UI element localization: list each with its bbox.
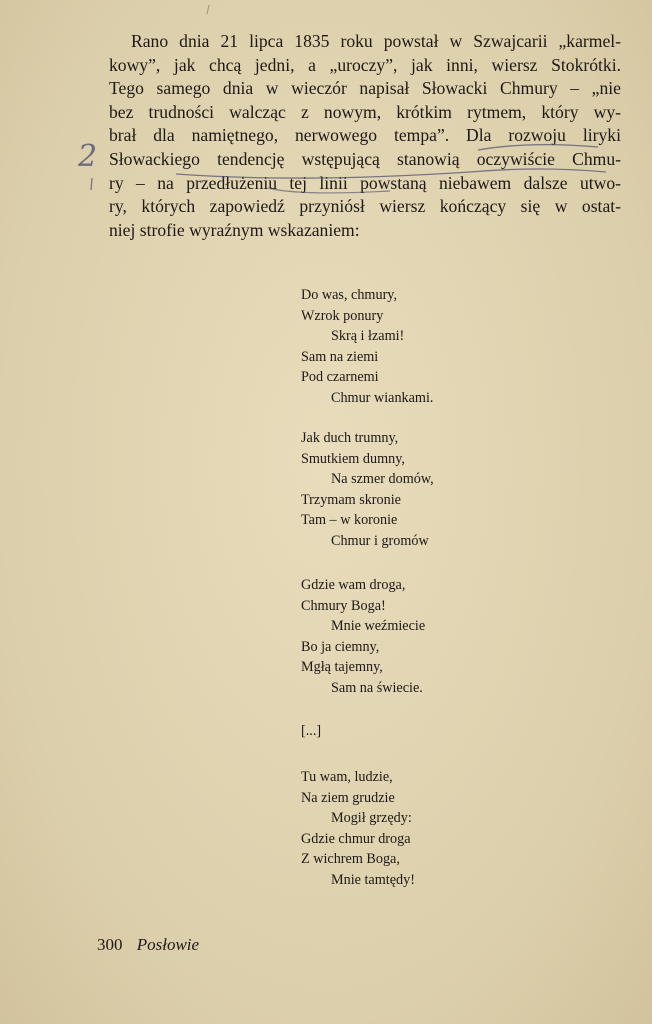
poem-line: Tam – w koronie bbox=[301, 512, 398, 529]
poem-line: Chmur i gromów bbox=[331, 532, 429, 549]
intro-line: Tego samego dnia w wieczór napisał Słowacki Chmury – „nie bbox=[109, 78, 621, 99]
page-footer bbox=[97, 935, 199, 955]
poem-ellipsis bbox=[301, 721, 321, 742]
poem-line: Chmury Boga! bbox=[301, 597, 386, 614]
pencil-tick bbox=[91, 178, 92, 190]
poem-line: Chmur wiankami. bbox=[331, 389, 434, 406]
section-title: Posłowie bbox=[136, 935, 200, 954]
poem-line: Z wichrem Boga, bbox=[301, 851, 400, 868]
poem-line: Smutkiem dumny, bbox=[301, 450, 405, 467]
poem-line: Sam na świecie. bbox=[331, 679, 423, 696]
poem-stanza bbox=[301, 285, 433, 409]
margin-note: 2 bbox=[78, 139, 98, 174]
poem-line: Do was, chmury, bbox=[301, 287, 398, 303]
poem-line: Na szmer domów, bbox=[331, 471, 434, 488]
poem-line: Mnie weźmiecie bbox=[331, 618, 426, 635]
poem-stanza bbox=[301, 428, 434, 552]
poem-line: Jak duch trumny, bbox=[301, 430, 399, 446]
poem-line: Wzrok ponury bbox=[301, 307, 384, 324]
poem-line: Sam na ziemi bbox=[301, 348, 379, 365]
intro-line: Słowackiego tendencję wstępującą stanowią oczywiście Chmu- bbox=[109, 148, 621, 169]
poem-line: Mogił grzędy: bbox=[331, 810, 412, 827]
poem-stanza bbox=[301, 575, 425, 699]
poem-line: Gdzie wam droga, bbox=[301, 577, 406, 593]
page-number: 300 bbox=[97, 935, 123, 954]
poem-line: Trzymam skronie bbox=[301, 491, 401, 508]
poem-line: Gdzie chmur droga bbox=[301, 830, 411, 847]
intro-line: ry – na przedłużeniu tej linii powstaną niebawem dalsze utwo- bbox=[109, 172, 621, 193]
poem-line: Mnie tamtędy! bbox=[331, 871, 415, 888]
intro-line: Rano dnia 21 lipca 1835 roku powstał w Szwajcarii „karmel- bbox=[131, 31, 621, 51]
intro-paragraph bbox=[109, 30, 621, 242]
poem-line: Bo ja ciemny, bbox=[301, 638, 380, 655]
intro-line: kowy”, jak chcą jedni, a „uroczy”, jak inni, wiersz Stokrótki. bbox=[109, 54, 621, 75]
poem-stanza bbox=[301, 767, 415, 891]
poem-line: Mgłą tajemny, bbox=[301, 659, 383, 676]
poem-line: [...] bbox=[301, 723, 322, 739]
intro-line: ry, których zapowiedź przyniósł wiersz kończący się w ostat- bbox=[109, 196, 621, 217]
poem-line: Skrą i łzami! bbox=[331, 328, 405, 345]
poem-line: Na ziem grudzie bbox=[301, 789, 395, 806]
poem-line: Pod czarnemi bbox=[301, 369, 379, 386]
intro-line: brał dla namiętnego, nerwowego tempa”. Dla rozwoju liryki bbox=[109, 125, 621, 146]
intro-line: bez trudności walcząc z nowym, krótkim rytmem, który wy- bbox=[109, 101, 621, 122]
pencil-mark bbox=[207, 5, 209, 14]
poem-line: Tu wam, ludzie, bbox=[301, 769, 393, 785]
intro-line: niej strofie wyraźnym wskazaniem: bbox=[109, 219, 360, 240]
